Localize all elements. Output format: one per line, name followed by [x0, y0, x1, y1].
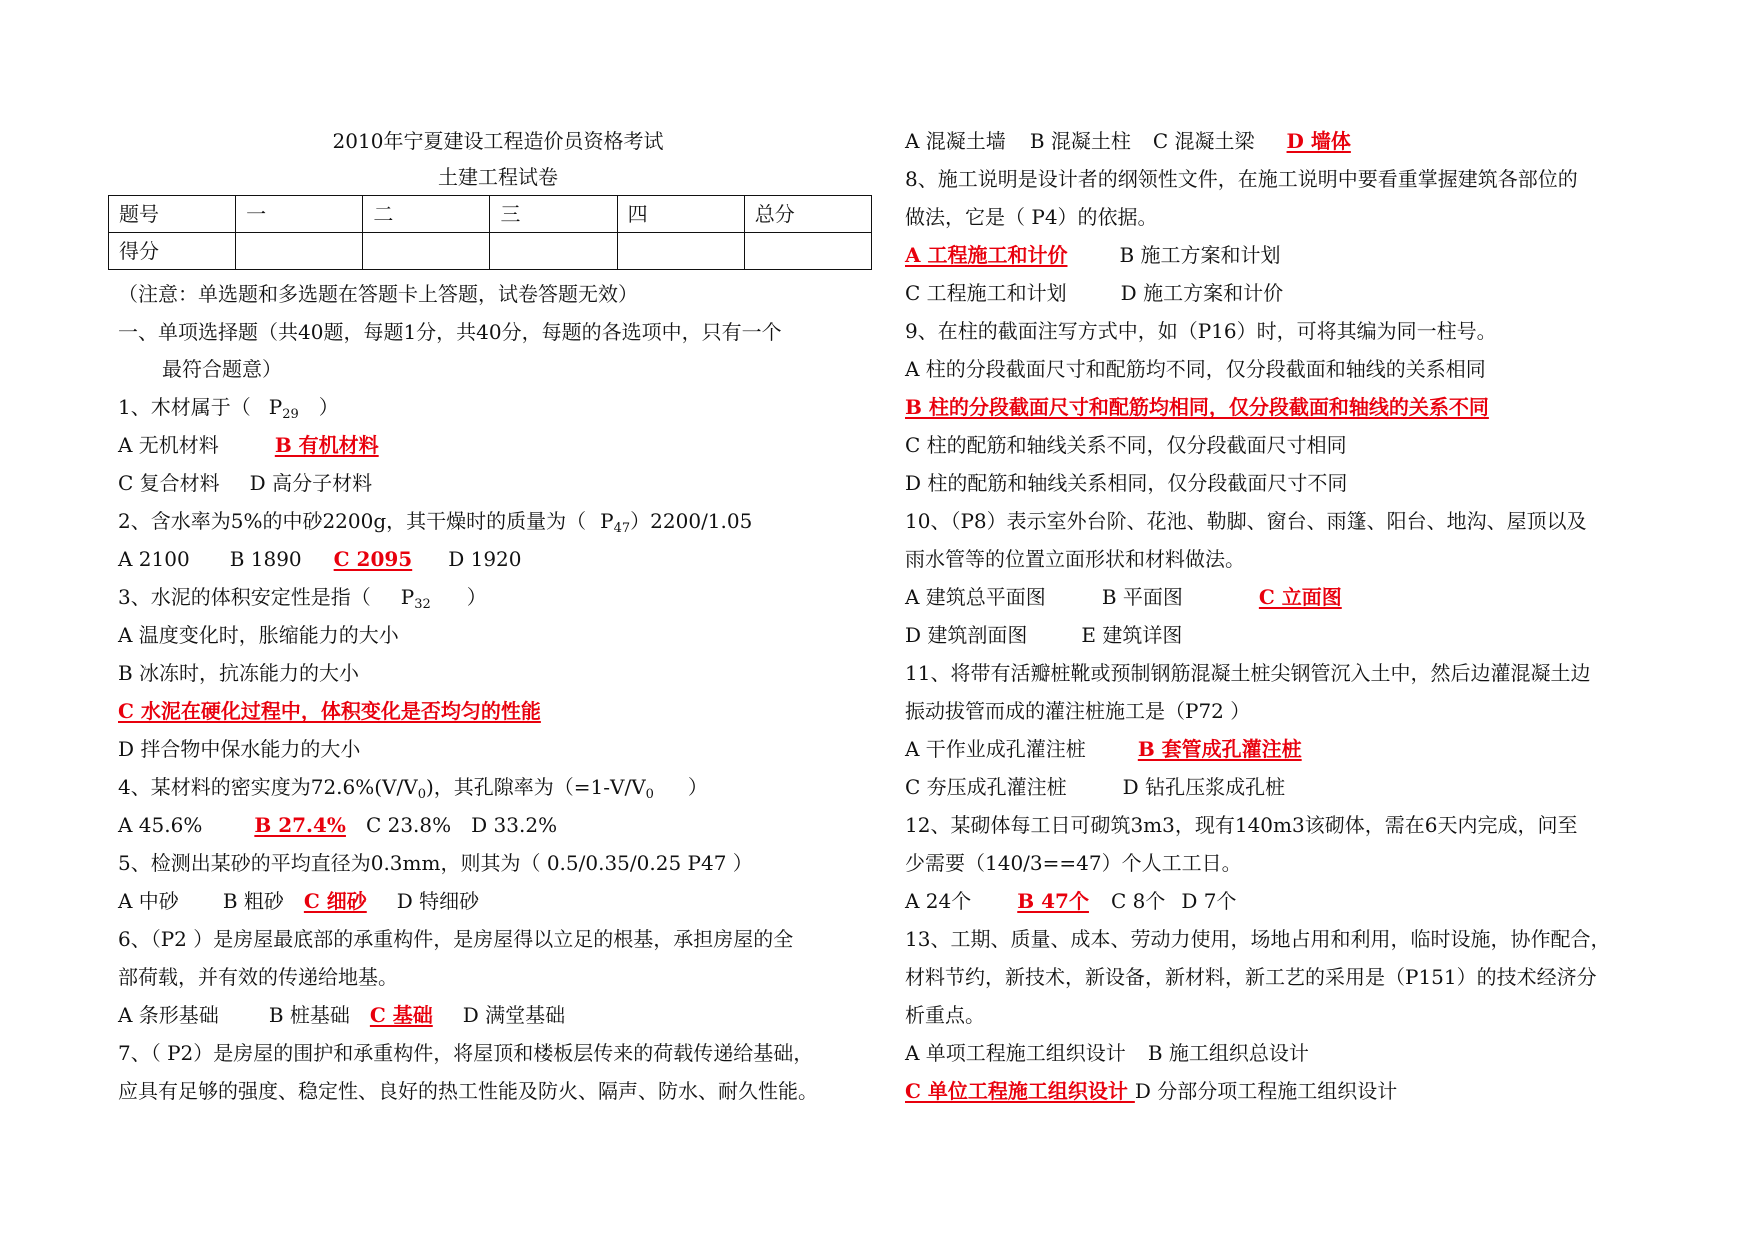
q3-option-c-answer: C 水泥在硬化过程中，体积变化是否均匀的性能: [118, 699, 541, 723]
option-c-answer: C 单位工程施工组织设计: [905, 1079, 1135, 1103]
table-row: [109, 196, 872, 233]
option-a: A 建筑总平面图: [905, 585, 1046, 609]
page-subtitle: 土建工程试卷: [438, 165, 558, 189]
option-b-answer: B 27.4%: [254, 813, 346, 837]
q11-options-2: [905, 774, 1285, 800]
q3-option-b: B 冰冻时，抗冻能力的大小: [118, 661, 360, 685]
option-b: B 1890: [229, 547, 302, 571]
q2-options: [118, 546, 522, 572]
option-d: D 建筑剖面图: [905, 623, 1028, 647]
q9-option-b-answer: B 柱的分段截面尺寸和配筋均相同，仅分段截面和轴线的关系不同: [905, 395, 1489, 419]
q8-options-2: [905, 280, 1283, 306]
question-7-line-1: 7、（ P2）是房屋的围护和承重构件，将屋顶和楼板层传来的荷载传递给基础，: [118, 1041, 814, 1065]
page-title: 2010年宁夏建设工程造价员资格考试: [332, 129, 664, 153]
option-d: D 高分子材料: [249, 471, 373, 495]
q9-option-d: D 柱的配筋和轴线关系相同，仅分段截面尺寸不同: [905, 471, 1348, 495]
option-e: E 建筑详图: [1081, 623, 1183, 647]
option-d: D 分部分项工程施工组织设计: [1134, 1079, 1398, 1103]
q10-options: [905, 584, 1342, 610]
question-stem-mid: )，其孔隙率为（=1-V/V: [425, 775, 646, 799]
score-table: [108, 195, 872, 270]
table-cell: 二: [363, 196, 490, 233]
option-c: C 夯压成孔灌注桩: [905, 775, 1067, 799]
q9-option-c: C 柱的配筋和轴线关系不同，仅分段截面尺寸相同: [905, 433, 1347, 457]
q4-options: [118, 812, 557, 838]
question-close: ）: [318, 395, 339, 419]
option-c: C 工程施工和计划: [905, 281, 1067, 305]
option-c: C 8个: [1110, 889, 1166, 913]
page-ref: P: [600, 509, 614, 533]
option-b-answer: B 套管成孔灌注桩: [1137, 737, 1302, 761]
page-ref-sub: 29: [282, 407, 299, 422]
option-d: D 33.2%: [471, 813, 558, 837]
option-a: A 干作业成孔灌注桩: [905, 737, 1086, 761]
question-11-line-1: 11、将带有活瓣桩靴或预制钢筋混凝土桩尖钢管沉入土中，然后边灌混凝土边: [905, 661, 1591, 685]
question-13-line-2: 材料节约，新技术，新设备，新材料，新工艺的采用是（P151）的技术经济分: [905, 965, 1597, 989]
q8-options: [905, 242, 1281, 268]
question-8-line-2: 做法，它是（ P4）的依据。: [905, 205, 1158, 229]
option-a: A 无机材料: [118, 433, 219, 457]
question-13-line-1: 13、工期、质量、成本、劳动力使用，场地占用和利用，临时设施，协作配合，: [905, 927, 1611, 951]
question-stem: 4、某材料的密实度为72.6%(V/V: [118, 775, 418, 799]
option-a: A 中砂: [118, 889, 179, 913]
question-6-line-2: 部荷载，并有效的传递给地基。: [118, 965, 398, 989]
q1-options: [118, 432, 379, 458]
q3-option-d: D 拌合物中保水能力的大小: [118, 737, 361, 761]
option-b-answer: B 有机材料: [274, 433, 379, 457]
subscript: 0: [417, 787, 426, 802]
q5-options: [118, 888, 479, 914]
question-close: ）: [466, 585, 487, 609]
question-close: ）: [687, 775, 708, 799]
table-cell: [236, 233, 363, 270]
q10-options-2: [905, 622, 1182, 648]
question-note: ）2200/1.05: [630, 509, 753, 533]
section-title: 一、单项选择题（共40题，每题1分，共40分，每题的各选项中，只有一个: [118, 320, 782, 344]
option-b: B 平面图: [1101, 585, 1183, 609]
option-a: A 24个: [905, 889, 972, 913]
question-11-line-2: 振动拔管而成的灌注桩施工是（P72 ）: [905, 699, 1251, 723]
option-c: C 23.8%: [365, 813, 452, 837]
exam-note: （注意：单选题和多选题在答题卡上答题，试卷答题无效）: [118, 282, 638, 306]
option-a: A 条形基础: [118, 1003, 219, 1027]
option-b: B 混凝土柱: [1029, 129, 1131, 153]
option-b: B 施工组织总设计: [1147, 1041, 1309, 1065]
question-5: 5、检测出某砂的平均直径为0.3mm，则其为（ 0.5/0.35/0.25 P47 ）: [118, 851, 753, 875]
table-cell: [363, 233, 490, 270]
q7-options: [905, 128, 1351, 154]
page-ref: P: [400, 585, 415, 609]
question-7-line-2: 应具有足够的强度、稳定性、良好的热工性能及防火、隔声、防水、耐久性能。: [118, 1079, 818, 1103]
question-8-line-1: 8、施工说明是设计者的纲领性文件，在施工说明中要看重掌握建筑各部位的: [905, 167, 1578, 191]
section-title-cont: 最符合题意）: [162, 357, 282, 381]
table-cell: 三: [490, 196, 617, 233]
option-d: D 7个: [1181, 889, 1237, 913]
question-9: 9、在柱的截面注写方式中，如（P16）时，可将其编为同一柱号。: [905, 319, 1497, 343]
page-ref-sub: 32: [414, 597, 431, 612]
option-c-answer: C 细砂: [303, 889, 367, 913]
q1-options-2: [118, 470, 372, 496]
q13-options-2: [905, 1078, 1397, 1104]
question-12-line-1: 12、某砌体每工日可砌筑3m3，现有140m3该砌体，需在6天内完成，问至: [905, 813, 1578, 837]
option-b: B 桩基础: [268, 1003, 350, 1027]
q12-options: [905, 888, 1236, 914]
question-4: [118, 774, 708, 800]
table-cell: [744, 233, 871, 270]
question-13-line-3: 析重点。: [905, 1003, 985, 1027]
table-row: [109, 233, 872, 270]
question-12-line-2: 少需要（140/3==47）个人工工日。: [905, 851, 1242, 875]
option-c: C 混凝土梁: [1152, 129, 1255, 153]
option-b: B 施工方案和计划: [1119, 243, 1281, 267]
option-c-answer: C 基础: [369, 1003, 433, 1027]
option-d: D 钻孔压浆成孔桩: [1122, 775, 1286, 799]
option-d: D 施工方案和计价: [1120, 281, 1284, 305]
option-a: A 单项工程施工组织设计: [905, 1041, 1126, 1065]
question-6-line-1: 6、（P2 ）是房屋最底部的承重构件，是房屋得以立足的根基，承担房屋的全: [118, 927, 794, 951]
question-10-line-1: 10、（P8）表示室外台阶、花池、勒脚、窗台、雨篷、阳台、地沟、屋顶以及: [905, 509, 1587, 533]
question-1: [118, 394, 339, 420]
question-3: [118, 584, 487, 610]
table-cell: 题号: [109, 196, 236, 233]
option-c-answer: C 立面图: [1258, 585, 1342, 609]
option-a: A 2100: [118, 547, 190, 571]
question-stem: 1、木材属于（: [118, 395, 251, 419]
question-stem: 3、水泥的体积安定性是指（: [118, 585, 371, 609]
table-cell: 总分: [744, 196, 871, 233]
option-d: D 1920: [448, 547, 522, 571]
q13-options: [905, 1040, 1309, 1066]
table-cell: 一: [236, 196, 363, 233]
q9-option-a: A 柱的分段截面尺寸和配筋均不同，仅分段截面和轴线的关系相同: [905, 357, 1486, 381]
option-c-answer: C 2095: [333, 547, 413, 571]
table-cell: 得分: [109, 233, 236, 270]
option-d: D 满堂基础: [462, 1003, 566, 1027]
q11-options: [905, 736, 1302, 762]
table-cell: 四: [617, 196, 744, 233]
option-d: D 特细砂: [396, 889, 480, 913]
option-b: B 粗砂: [222, 889, 284, 913]
option-b-answer: B 47个: [1017, 889, 1089, 913]
question-stem: 2、含水率为5%的中砂2200g，其干燥时的质量为（: [118, 509, 587, 533]
option-d-answer: D 墙体: [1286, 129, 1351, 153]
question-10-line-2: 雨水管等的位置立面形状和材料做法。: [905, 547, 1245, 571]
option-a: A 45.6%: [118, 813, 203, 837]
page-ref-sub: 47: [613, 521, 631, 536]
option-a: A 混凝土墙: [905, 129, 1006, 153]
q3-option-a: A 温度变化时，胀缩能力的大小: [118, 623, 399, 647]
table-cell: [617, 233, 744, 270]
page-ref: P: [268, 395, 283, 419]
question-2: [118, 508, 752, 534]
option-c: C 复合材料: [118, 471, 220, 495]
table-cell: [490, 233, 617, 270]
option-a-answer: A 工程施工和计价: [905, 243, 1068, 267]
q6-options: [118, 1002, 565, 1028]
subscript: 0: [645, 787, 654, 802]
